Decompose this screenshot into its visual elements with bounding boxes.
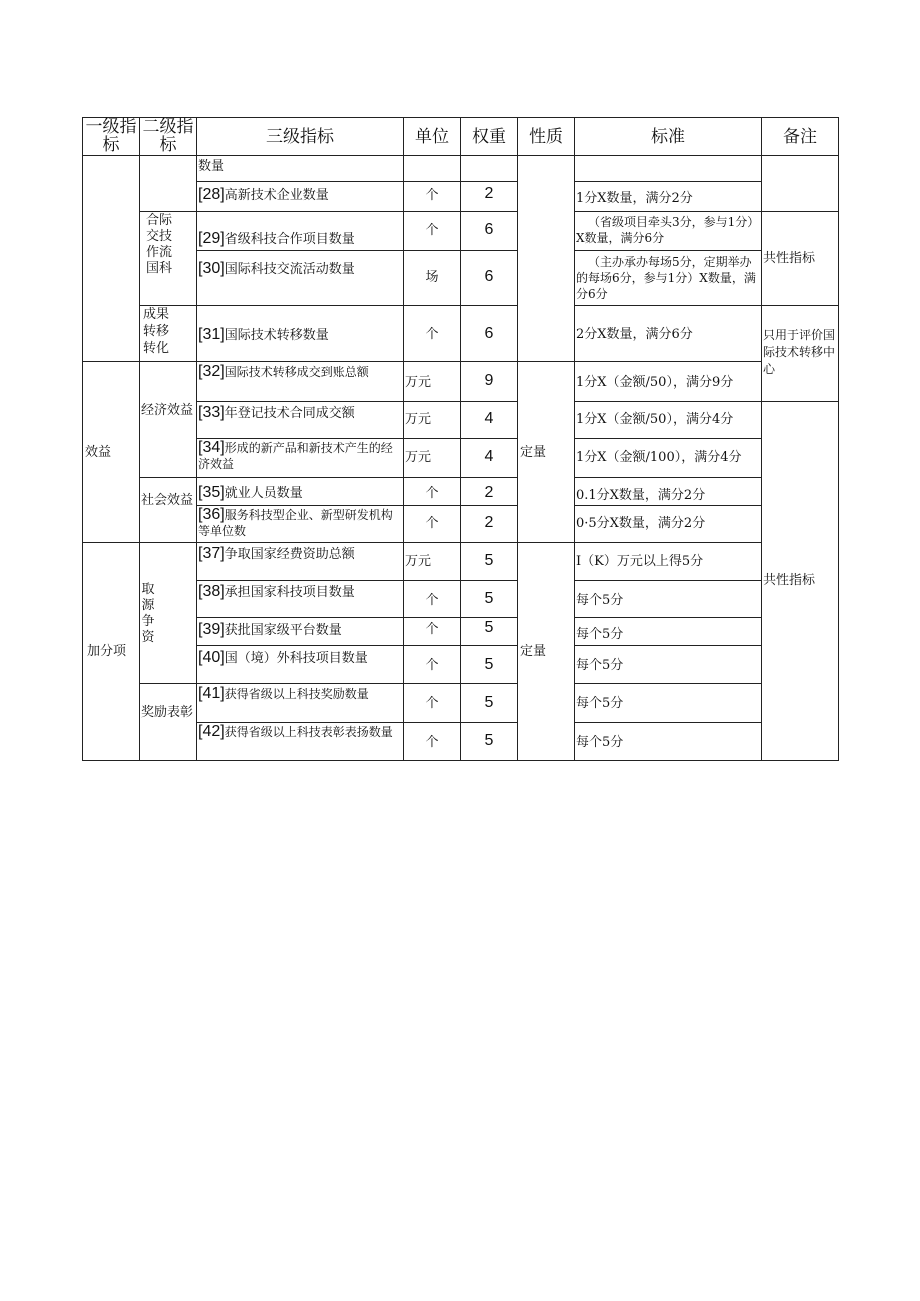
nature-block2: 定量: [520, 644, 547, 659]
row-42-standard: 每个5分: [576, 735, 624, 750]
header-level2: 二级指标: [142, 117, 194, 155]
level2-award: 奖励表彰: [141, 705, 194, 720]
row-39-weight: 5: [484, 619, 494, 636]
row-35-unit: 个: [425, 486, 439, 501]
header-weight: 权重: [472, 127, 506, 147]
row-39-indicator: [39]获批国家级平台数量: [198, 621, 342, 638]
row-31-unit: 个: [425, 327, 439, 342]
row-34-weight: 4: [484, 448, 494, 465]
row-37-weight: 5: [484, 552, 494, 569]
row-32-weight: 9: [484, 372, 494, 389]
level2-social: 社会效益: [141, 493, 194, 508]
row-39-unit: 个: [425, 622, 439, 637]
row-31-standard: 2分X数量，满分6分: [576, 327, 693, 342]
level2-transfer: 成果转移转化: [142, 307, 169, 356]
row-41-unit: 个: [425, 696, 439, 711]
nature-block1: 定量: [520, 445, 547, 460]
row-34-unit: 万元: [405, 450, 432, 465]
row-28-weight: 2: [484, 185, 494, 202]
level1-benefit: 效益: [85, 445, 112, 460]
row-33-standard: 1分X（金额/50），满分4分: [576, 412, 734, 427]
row-36-indicator: [36]服务科技型企业、新型研发机构等单位数: [198, 506, 393, 538]
remark-intl-only: 只用于评价国际技术转移中心: [763, 328, 836, 376]
row-36-unit: 个: [425, 516, 439, 531]
row-32-standard: 1分X（金额/50），满分9分: [576, 375, 734, 390]
row-33-unit: 万元: [405, 412, 432, 427]
row-39-standard: 每个5分: [576, 627, 624, 642]
row-36-standard: 0·5分X数量，满分2分: [576, 516, 706, 531]
row-34-indicator: [34]形成的新产品和新技术产生的经济效益: [198, 439, 393, 471]
row-30-weight: 6: [484, 268, 494, 285]
row-30-indicator: [30]国际科技交流活动数量: [198, 260, 355, 277]
header-nature: 性质: [529, 127, 563, 147]
row-37-indicator: [37]争取国家经费资助总额: [198, 545, 355, 562]
row-31-weight: 6: [484, 325, 494, 342]
row-38-weight: 5: [484, 590, 494, 607]
row-41-indicator: [41]获得省级以上科技奖励数量: [198, 685, 369, 702]
row-37-unit: 万元: [405, 554, 432, 569]
row-42-indicator: [42]获得省级以上科技表彰表扬数量: [198, 723, 393, 740]
row-32-unit: 万元: [405, 375, 432, 390]
level2-intl-exchange: 合际交技作流国科: [145, 213, 172, 276]
row-28-indicator: [28]高新技术企业数量: [198, 186, 329, 203]
row-40-indicator: [40]国（境）外科技项目数量: [198, 649, 368, 666]
level1-bonus: 加分项: [87, 644, 127, 659]
header-level1: 一级指标: [85, 117, 137, 155]
row-28-standard: 1分X数量，满分2分: [576, 191, 693, 206]
level2-funding: 取源争资: [141, 582, 155, 645]
row-40-unit: 个: [425, 658, 439, 673]
remark-common-1: 共性指标: [763, 251, 816, 266]
row-32-indicator: [32]国际技术转移成交到账总额: [198, 363, 369, 380]
row-29-unit: 个: [425, 223, 439, 238]
row-35-indicator: [35]就业人员数量: [198, 484, 303, 501]
row-30-unit: 场: [425, 270, 439, 285]
row-33-weight: 4: [484, 410, 494, 427]
level2-econ: 经济效益: [141, 403, 194, 418]
row-33-indicator: [33]年登记技术合同成交额: [198, 404, 355, 421]
row-quantity-continued: 数量: [198, 159, 225, 174]
row-34-standard: 1分X（金额/100），满分4分: [576, 450, 742, 465]
row-30-standard: （主办承办每场5分，定期举办的每场6分，参与1分）X数量，满分6分: [576, 255, 756, 301]
row-38-unit: 个: [425, 593, 439, 608]
row-38-standard: 每个5分: [576, 593, 624, 608]
remark-common-2: 共性指标: [763, 573, 816, 588]
header-standard: 标准: [651, 127, 685, 147]
row-29-indicator: [29]省级科技合作项目数量: [198, 230, 355, 247]
row-35-weight: 2: [484, 484, 494, 501]
row-31-indicator: [31]国际技术转移数量: [198, 326, 329, 343]
row-42-unit: 个: [425, 735, 439, 750]
header-remark: 备注: [783, 127, 817, 147]
row-29-weight: 6: [484, 221, 494, 238]
row-37-standard: I（K）万元以上得5分: [576, 554, 704, 569]
row-38-indicator: [38]承担国家科技项目数量: [198, 583, 355, 600]
row-41-standard: 每个5分: [576, 696, 624, 711]
row-36-weight: 2: [484, 514, 494, 531]
row-35-standard: 0.1分X数量，满分2分: [576, 488, 706, 503]
row-42-weight: 5: [484, 732, 494, 749]
row-29-standard: （省级项目牵头3分，参与1分）X数量，满分6分: [576, 215, 760, 245]
row-40-weight: 5: [484, 656, 494, 673]
row-41-weight: 5: [484, 694, 494, 711]
header-level3: 三级指标: [266, 127, 334, 147]
header-unit: 单位: [415, 127, 449, 147]
row-40-standard: 每个5分: [576, 658, 624, 673]
row-28-unit: 个: [425, 188, 439, 203]
